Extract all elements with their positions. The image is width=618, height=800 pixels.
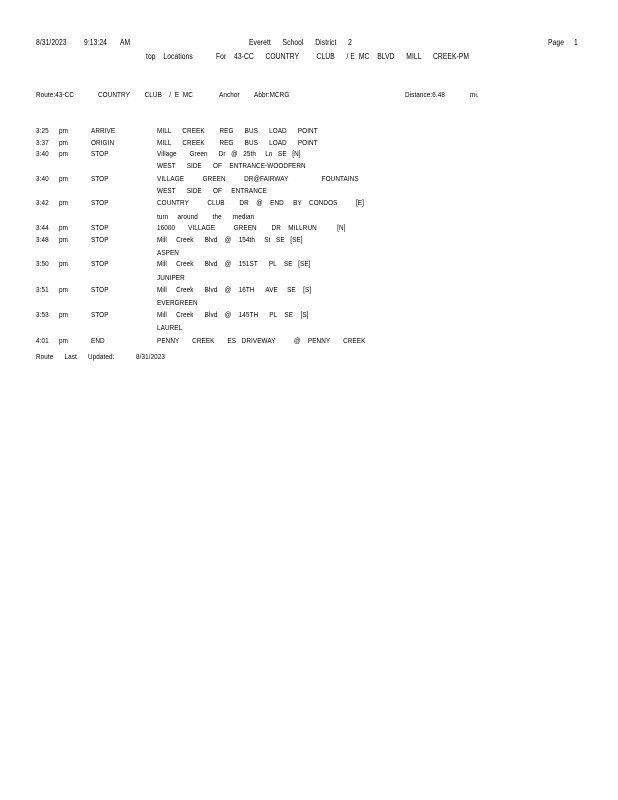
stop-ampm: pm <box>59 174 69 183</box>
stop-location: WEST SIDE OF ENTRANCE-WOODFERN <box>157 161 306 170</box>
stop-type: STOP <box>91 235 109 244</box>
page-number: 1 <box>574 38 578 47</box>
stop-time: 4:01 <box>36 336 49 345</box>
route-distance: Distance:6.48 <box>405 90 445 99</box>
stop-location: PENNY CREEK ES DRIVEWAY @ PENNY CREEK <box>157 336 366 345</box>
stop-ampm: pm <box>59 198 69 207</box>
stop-location: EVERGREEN <box>157 298 198 307</box>
route-distance-unit: mi. <box>470 90 479 99</box>
report-date: 8/31/2023 <box>36 38 67 47</box>
stop-time: 3:48 <box>36 235 49 244</box>
stop-ampm: pm <box>59 149 69 158</box>
report-time: 9:13:24 <box>84 38 107 47</box>
stop-location: LAUREL <box>157 323 183 332</box>
stop-type: STOP <box>91 149 109 158</box>
stop-type: STOP <box>91 174 109 183</box>
stop-ampm: pm <box>59 310 69 319</box>
route-name: COUNTRY CLUB / E MC <box>98 90 193 99</box>
stop-location: JUNIPER <box>157 273 185 282</box>
route-id: Route:43-CC <box>36 90 75 99</box>
stop-time: 3:40 <box>36 174 49 183</box>
stop-location: COUNTRY CLUB DR @ END BY CONDOS [E] <box>157 198 364 207</box>
stop-location: ASPEN <box>157 248 179 257</box>
route-anchor: Anchor <box>219 90 240 99</box>
stop-time: 3:37 <box>36 138 49 147</box>
stop-time: 3:53 <box>36 310 49 319</box>
stop-time: 3:50 <box>36 259 49 268</box>
stop-ampm: pm <box>59 259 69 268</box>
stop-location: MILL CREEK REG BUS LOAD POINT <box>157 126 318 135</box>
stop-location: Mill Creek Blvd @ 145TH PL SE [S] <box>157 310 309 319</box>
stop-location: Mill Creek Blvd @ 151ST PL SE [SE] <box>157 259 311 268</box>
stop-ampm: pm <box>59 235 69 244</box>
report-subtitle-prefix: top Locations <box>146 52 193 61</box>
last-updated-label: Route Last Updated: <box>36 352 115 361</box>
stop-type: STOP <box>91 310 109 319</box>
stop-location: turn around the median <box>157 212 255 221</box>
report-subtitle-route: 43-CC COUNTRY CLUB / E MC BLVD MILL CREEK-PM <box>234 52 470 61</box>
report-time-ampm: AM <box>120 38 131 47</box>
stop-time: 3:25 <box>36 126 49 135</box>
route-abbr: Abbr:MCRG <box>254 90 290 99</box>
stop-type: STOP <box>91 198 109 207</box>
stop-type: STOP <box>91 285 109 294</box>
stop-ampm: pm <box>59 138 69 147</box>
stop-type: STOP <box>91 259 109 268</box>
stop-time: 3:42 <box>36 198 49 207</box>
stop-time: 3:40 <box>36 149 49 158</box>
stop-ampm: pm <box>59 126 69 135</box>
stop-location: Village Green Dr @ 25th Ln SE [N] <box>157 149 301 158</box>
stop-ampm: pm <box>59 336 69 345</box>
stop-location: Mill Creek Blvd @ 16TH AVE SE [S] <box>157 285 312 294</box>
stop-location: 16000 VILLAGE GREEN DR MILLRUN [N] <box>157 223 346 232</box>
stop-location: VILLAGE GREEN DR@FAIRWAY FOUNTAINS <box>157 174 359 183</box>
stop-time: 3:51 <box>36 285 49 294</box>
stop-type: END <box>91 336 105 345</box>
stop-ampm: pm <box>59 285 69 294</box>
report-subtitle-for: For <box>216 52 227 61</box>
stop-type: ARRIVE <box>91 126 116 135</box>
stop-time: 3:44 <box>36 223 49 232</box>
stop-location: WEST SIDE OF ENTRANCE <box>157 186 267 195</box>
stop-type: ORIGIN <box>91 138 115 147</box>
stop-location: Mill Creek Blvd @ 154th St SE [SE] <box>157 235 303 244</box>
stop-location: MILL CREEK REG BUS LOAD POINT <box>157 138 318 147</box>
page-label: Page <box>548 38 565 47</box>
district-title: Everett School District 2 <box>249 38 352 47</box>
last-updated-date: 8/31/2023 <box>136 352 166 361</box>
stop-ampm: pm <box>59 223 69 232</box>
stop-type: STOP <box>91 223 109 232</box>
